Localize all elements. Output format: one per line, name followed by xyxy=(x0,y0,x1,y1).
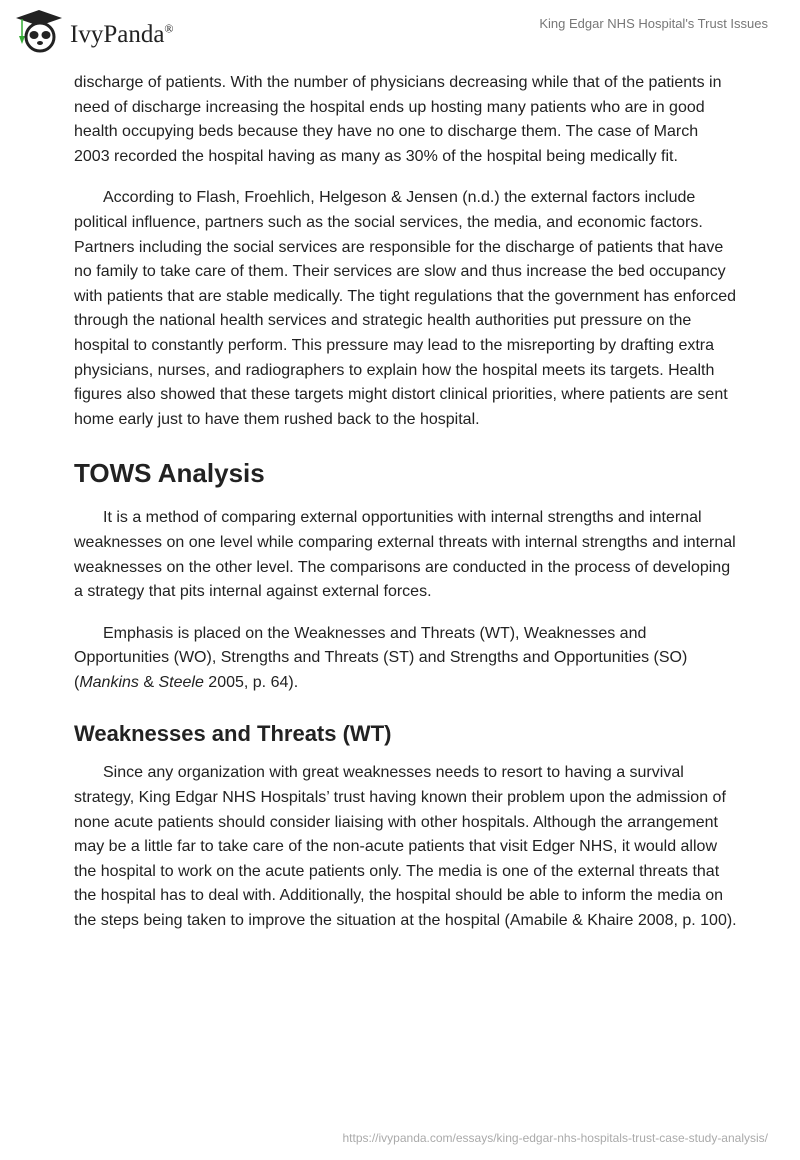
logo-text: IvyPanda® xyxy=(70,21,174,48)
section-heading-tows: TOWS Analysis xyxy=(74,458,265,489)
citation-author: Mankins xyxy=(79,673,139,691)
section-heading-wt: Weaknesses and Threats (WT) xyxy=(74,721,392,747)
footer-url[interactable]: https://ivypanda.com/essays/king-edgar-nhs-hospitals-trust-case-study-analysis/ xyxy=(342,1131,768,1145)
panda-logo-icon xyxy=(14,8,64,54)
paragraph: It is a method of comparing external opportunities with internal strengths and internal weaknesses on one level while comparing external threats with internal strengths and internal weaknesses on the other level. The comparisons are conducted in the process of developing a strategy that pits internal against external forces. xyxy=(74,509,736,601)
logo[interactable] xyxy=(14,8,174,54)
paragraph: discharge of patients. With the number of physicians decreasing while that of the patients in need of discharge increasing the hospital ends up hosting many patients who are in good health occupying beds because they have no one to discharge them. The case of March 2003 recorded the hospital having as many as 30% of the hospital being medically fit. xyxy=(74,74,722,165)
article-body xyxy=(74,71,738,951)
page-header xyxy=(0,0,800,60)
document-title: King Edgar NHS Hospital's Trust Issues xyxy=(539,16,768,31)
paragraph: Since any organization with great weaknesses needs to resort to having a survival strategy, King Edgar NHS Hospitals’ trust having known their problem upon the admission of none acute patients should consider liaising with other hospitals. Although the arrangement may be a little far to take care of the non-acute patients that visit Edger NHS, it would allow the hospital to work on the acute patients only. The media is one of the external threats that the hospital has to deal with. Additionally, the hospital should be able to inform the media on the steps being taken to improve the situation at the hospital (Amabile & Khaire 2008, p. 100). xyxy=(74,764,737,930)
paragraph: According to Flash, Froehlich, Helgeson & Jensen (n.d.) the external factors include political influence, partners such as the social services, the media, and economic factors. Partners including the social services are responsible for the discharge of patients that have no family to take care of them. Their services are slow and thus increase the bed occupancy with patients that are stable medically. The tight regulations that the government has enforced through the national health services and strategic health authorities put pressure on the hospital to constantly perform. This pressure may lead to the misreporting by drafting extra physicians, nurses, and radiographers to explain how the hospital meets its targets. Health figures also showed that these targets might distort clinical priorities, where patients are sent home early just to have them rushed back to the hospital. xyxy=(74,189,737,428)
paragraph: Emphasis is placed on the Weaknesses and Threats (WT), Weaknesses and Opportunities (WO), Strengths and Threats (ST) and Strengths and Opportunities (SO) (Mankins & Steele 2005, p. 64). xyxy=(74,624,688,691)
citation-author: Steele xyxy=(158,673,204,691)
